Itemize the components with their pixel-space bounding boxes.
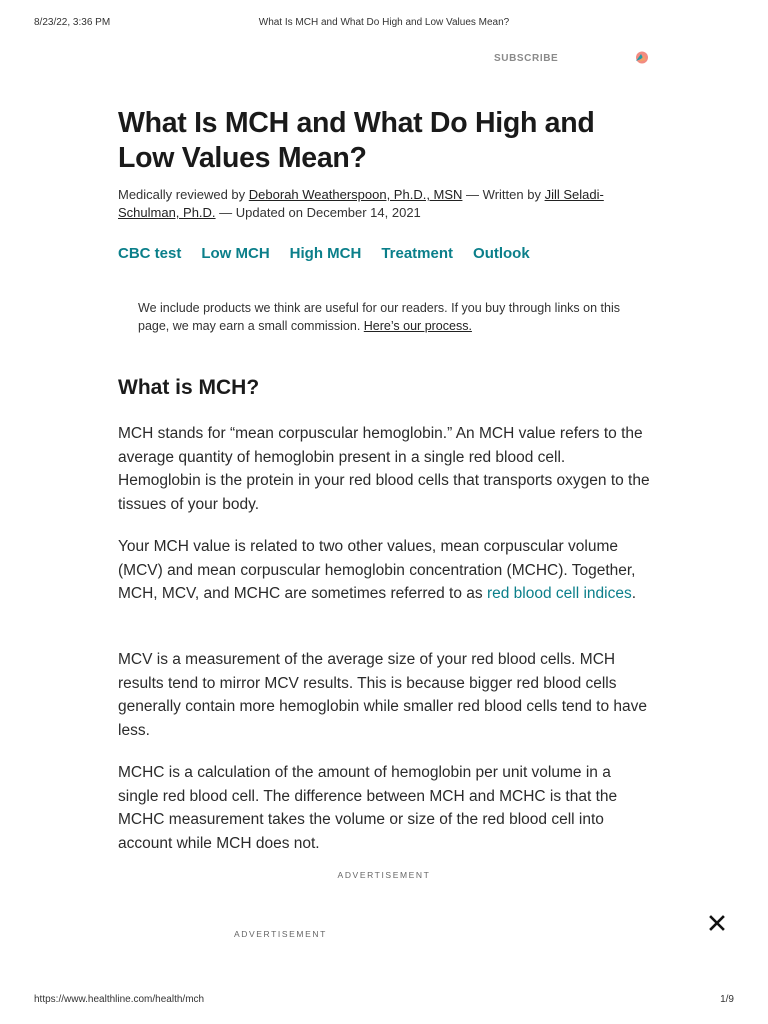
paragraph-end: . (631, 585, 637, 603)
print-datetime: 8/23/22, 3:36 PM (34, 17, 111, 28)
healthline-swirl-icon[interactable] (634, 51, 649, 64)
paragraph-mcv: MCV is a measurement of the average size of your red blood cells. MCH results tend to mirror MCV results. This is because bigger red blood cells generally contain more hemoglobin while smaller red blood cells tend to have less. (118, 651, 648, 739)
author-link[interactable]: Jill Seladi-Schulman, Ph.D. (118, 187, 604, 220)
toc-outlook[interactable]: Outlook (473, 245, 530, 262)
disclaimer-text: We include products we think are useful for our readers. If you buy through links on this page, we may earn a small commission. (138, 301, 620, 333)
close-icon[interactable] (707, 913, 727, 933)
print-doc-title: What Is MCH and What Do High and Low Values Mean? (258, 17, 510, 28)
print-url: https://www.healthline.com/health/mch (34, 994, 205, 1005)
section-heading: What is MCH? (118, 376, 260, 399)
table-of-contents (118, 245, 550, 262)
our-process-link[interactable]: Here’s our process. (363, 319, 472, 333)
page-number: 1/9 (720, 994, 734, 1005)
paragraph-mchc: MCHC is a calculation of the amount of hemoglobin per unit volume in a single red blood cell. The difference between MCH and MCHC is that the MCHC measurement takes the volume or size of the red blood cell into account while MCH does not. (118, 764, 618, 852)
toc-treatment[interactable]: Treatment (381, 245, 454, 262)
toc-low-mch[interactable]: Low MCH (201, 245, 270, 262)
paragraph-related-values (118, 535, 650, 606)
toc-high-mch[interactable]: High MCH (289, 245, 362, 262)
paragraph-text: Your MCH value is related to two other values, mean corpuscular volume (MCV) and mean corpuscular hemoglobin concentration (MCHC). Together, MCH, MCV, and MCHC are sometimes referred to as (118, 538, 636, 603)
written-prefix: — Written by (462, 187, 545, 202)
updated-date: — Updated on December 14, 2021 (215, 205, 421, 220)
advertisement-label-sticky: ADVERTISEMENT (234, 929, 327, 939)
subscribe-link[interactable]: SUBSCRIBE (494, 53, 559, 64)
reviewed-prefix: Medically reviewed by (118, 187, 249, 202)
article-title: What Is MCH and What Do High and Low Values Mean? (118, 107, 595, 174)
affiliate-disclaimer (138, 299, 648, 335)
red-blood-cell-indices-link[interactable]: red blood cell indices (486, 585, 632, 603)
byline (118, 186, 628, 222)
paragraph-mch-definition: MCH stands for “mean corpuscular hemoglobin.” An MCH value refers to the average quantity of hemoglobin present in a single red blood cell. Hemoglobin is the protein in your red blood cells that transports oxygen to the tissues of your body. (118, 425, 650, 513)
toc-cbc-test[interactable]: CBC test (118, 245, 182, 262)
advertisement-label: ADVERTISEMENT (337, 870, 431, 880)
reviewer-link[interactable]: Deborah Weatherspoon, Ph.D., MSN (248, 187, 463, 202)
